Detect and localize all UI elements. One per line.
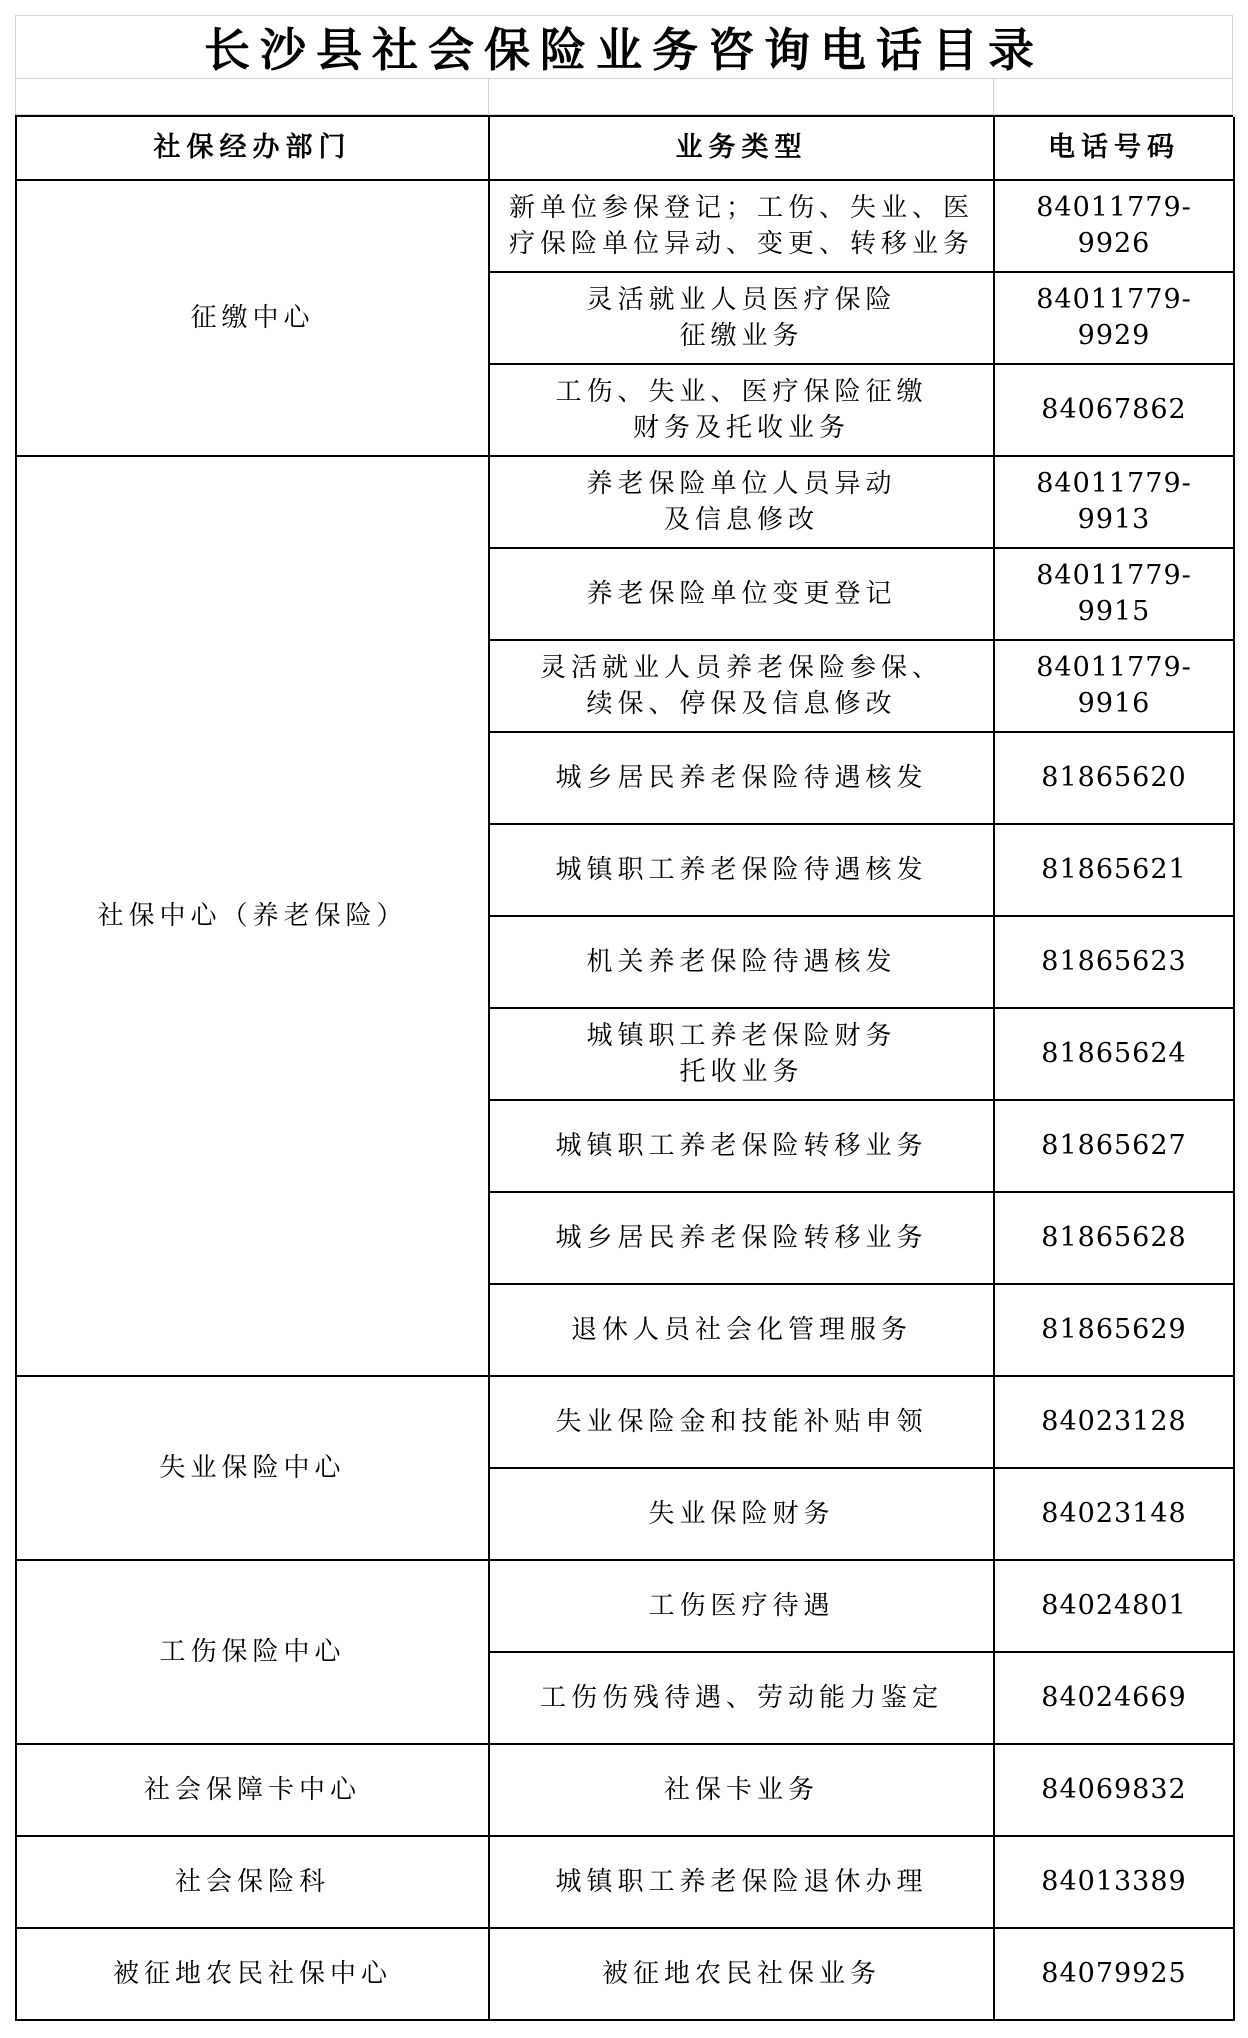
phone-cell: 81865628 bbox=[995, 1193, 1235, 1285]
phone-cell: 84024801 bbox=[995, 1561, 1235, 1653]
department-cell: 征缴中心 bbox=[17, 181, 490, 457]
business-text: 城乡居民养老保险转移业务 bbox=[555, 1223, 928, 1253]
business-cell bbox=[490, 1745, 995, 1837]
business-cell bbox=[490, 1009, 995, 1101]
business-cell bbox=[490, 733, 995, 825]
phone-cell: 84011779-9915 bbox=[995, 549, 1235, 641]
phone-cell: 84011779-9916 bbox=[995, 641, 1235, 733]
business-cell bbox=[490, 1837, 995, 1929]
business-text: 灵活就业人员养老保险参保、 续保、停保及信息修改 bbox=[539, 653, 943, 719]
department-cell: 失业保险中心 bbox=[17, 1377, 490, 1561]
phone-cell: 81865624 bbox=[995, 1009, 1235, 1101]
business-cell bbox=[490, 1377, 995, 1469]
page-title: 长沙县社会保险业务咨询电话目录 bbox=[204, 23, 1044, 77]
phone-cell: 81865620 bbox=[995, 733, 1235, 825]
phone-cell: 84011779-9929 bbox=[995, 273, 1235, 365]
business-cell bbox=[490, 365, 995, 457]
spacer-cell bbox=[993, 79, 1233, 115]
business-cell bbox=[490, 825, 995, 917]
business-cell bbox=[490, 1285, 995, 1377]
phone-cell: 84013389 bbox=[995, 1837, 1235, 1929]
business-text: 社保卡业务 bbox=[663, 1775, 819, 1805]
phone-cell: 84011779-9926 bbox=[995, 181, 1235, 273]
business-text: 工伤、失业、医疗保险征缴 财务及托收业务 bbox=[555, 377, 928, 443]
phone-cell: 84067862 bbox=[995, 365, 1235, 457]
business-text: 工伤伤残待遇、劳动能力鉴定 bbox=[539, 1683, 943, 1713]
business-text: 机关养老保险待遇核发 bbox=[586, 947, 897, 977]
business-cell bbox=[490, 641, 995, 733]
phone-cell: 81865629 bbox=[995, 1285, 1235, 1377]
business-cell bbox=[490, 457, 995, 549]
phone-cell: 84069832 bbox=[995, 1745, 1235, 1837]
business-text: 被征地农民社保业务 bbox=[601, 1959, 881, 1989]
spacer-cell bbox=[15, 79, 488, 115]
business-cell bbox=[490, 1653, 995, 1745]
spacer-cell bbox=[488, 79, 993, 115]
phone-cell: 84023148 bbox=[995, 1469, 1235, 1561]
business-cell bbox=[490, 1561, 995, 1653]
title-band bbox=[15, 15, 1233, 79]
spacer-row bbox=[15, 79, 1233, 115]
business-cell bbox=[490, 549, 995, 641]
business-cell bbox=[490, 1193, 995, 1285]
header-phone: 电话号码 bbox=[995, 117, 1235, 181]
department-cell: 被征地农民社保中心 bbox=[17, 1929, 490, 2021]
business-text: 退休人员社会化管理服务 bbox=[570, 1315, 912, 1345]
business-text: 城镇职工养老保险财务 托收业务 bbox=[586, 1021, 897, 1087]
phone-cell: 84079925 bbox=[995, 1929, 1235, 2021]
business-cell bbox=[490, 273, 995, 365]
business-text: 灵活就业人员医疗保险 征缴业务 bbox=[586, 285, 897, 351]
header-business: 业务类型 bbox=[490, 117, 995, 181]
business-cell bbox=[490, 181, 995, 273]
business-text: 城镇职工养老保险待遇核发 bbox=[555, 855, 928, 885]
business-text: 新单位参保登记；工伤、失业、医 疗保险单位异动、变更、转移业务 bbox=[508, 193, 974, 259]
business-text: 失业保险金和技能补贴申领 bbox=[555, 1407, 928, 1437]
business-text: 工伤医疗待遇 bbox=[648, 1591, 835, 1621]
business-text: 城乡居民养老保险待遇核发 bbox=[555, 763, 928, 793]
phone-cell: 84024669 bbox=[995, 1653, 1235, 1745]
header-department: 社保经办部门 bbox=[17, 117, 490, 181]
business-text: 失业保险财务 bbox=[648, 1499, 835, 1529]
business-cell bbox=[490, 917, 995, 1009]
directory-sheet bbox=[15, 15, 1233, 2021]
business-cell bbox=[490, 1929, 995, 2021]
phone-cell: 84023128 bbox=[995, 1377, 1235, 1469]
business-text: 养老保险单位变更登记 bbox=[586, 579, 897, 609]
business-cell bbox=[490, 1469, 995, 1561]
department-cell: 社会保险科 bbox=[17, 1837, 490, 1929]
phone-directory-table bbox=[15, 115, 1233, 2021]
phone-cell: 81865621 bbox=[995, 825, 1235, 917]
department-cell: 工伤保险中心 bbox=[17, 1561, 490, 1745]
business-text: 城镇职工养老保险退休办理 bbox=[555, 1867, 928, 1897]
department-cell: 社会保障卡中心 bbox=[17, 1745, 490, 1837]
phone-cell: 81865623 bbox=[995, 917, 1235, 1009]
phone-cell: 81865627 bbox=[995, 1101, 1235, 1193]
business-text: 养老保险单位人员异动 及信息修改 bbox=[586, 469, 897, 535]
business-cell bbox=[490, 1101, 995, 1193]
department-cell: 社保中心（养老保险） bbox=[17, 457, 490, 1377]
phone-cell: 84011779-9913 bbox=[995, 457, 1235, 549]
business-text: 城镇职工养老保险转移业务 bbox=[555, 1131, 928, 1161]
